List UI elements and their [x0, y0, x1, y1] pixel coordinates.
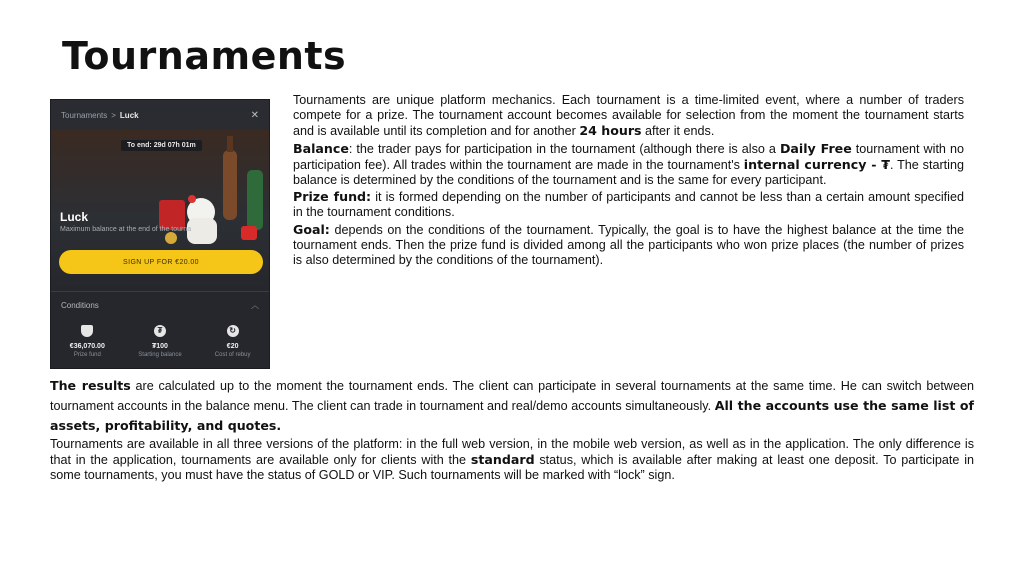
- breadcrumb: [51, 100, 269, 131]
- balance-text-3: . The starting balance is determined by the conditions of the tournament and is the same for every participant.: [293, 157, 964, 188]
- conditions-grid: [51, 325, 269, 358]
- standard-bold: standard: [470, 452, 535, 468]
- goal-heading: Goal:: [293, 221, 330, 237]
- balance-text: : the trader pays for participation in the tournament (although there is also a: [348, 141, 780, 156]
- conditions-label: Conditions: [61, 301, 99, 310]
- trophy-icon: [81, 325, 93, 337]
- breadcrumb-current: Luck: [119, 110, 139, 120]
- coin-icon: ₮: [154, 325, 166, 337]
- tournament-name: Luck: [60, 210, 89, 224]
- dice-shape: [241, 226, 257, 240]
- bottom-text-block: [50, 376, 974, 485]
- condition-label: Starting balance: [138, 352, 182, 358]
- bottle-shape: [223, 150, 237, 220]
- condition-value: ₮100: [152, 343, 168, 350]
- intro-text: Tournaments are unique platform mechanics. Each tournament is a time-limited event, where a number of traders compete for a prize. The tournament account becomes available for selection from the moment the tournament starts and is available until its completion and for another: [293, 93, 964, 139]
- versions-text: Tournaments are available in all three versions of the platform: in the full web version, in the mobile web version, as well as in the application. The only difference is that in the application, tournaments are available only for clients with the: [50, 437, 974, 468]
- versions-paragraph: [50, 437, 974, 484]
- chevron-up-icon[interactable]: ︿: [251, 301, 259, 310]
- condition-label: Cost of rebuy: [214, 352, 251, 358]
- tournament-subtitle: Maximum balance at the end of the tourna: [60, 226, 192, 233]
- intro-text-end: after it ends.: [641, 124, 715, 139]
- conditions-header[interactable]: [51, 292, 269, 311]
- results-paragraph: [50, 376, 974, 436]
- rebuy-icon: ↻: [227, 325, 239, 337]
- green-bottle-shape: [247, 170, 263, 230]
- balance-paragraph: [293, 141, 964, 189]
- description-column: [293, 93, 964, 269]
- balance-text-2: tournament with no participation fee). All trades within the tournament are made in the tournament's: [293, 141, 964, 172]
- conditions-panel: [51, 291, 269, 369]
- internal-currency-bold: internal currency - ₮: [743, 156, 890, 172]
- goal-paragraph: [293, 222, 964, 269]
- tournament-banner: [51, 130, 269, 290]
- balance-heading: Balance: [293, 140, 349, 156]
- tournament-screenshot: [50, 99, 270, 369]
- prize-fund-heading: Prize fund:: [293, 189, 372, 205]
- versions-text-2: status, which is available after making at least one deposit. To participate in some tournaments, you must have the status of GOLD or VIP. Such tournaments will be marked with “lock” sign.: [50, 453, 974, 483]
- bottle-neck-shape: [227, 136, 233, 152]
- coin-shape: [165, 232, 177, 244]
- intro-bold: 24 hours: [579, 123, 642, 139]
- daily-free-bold: Daily Free: [779, 140, 852, 156]
- cat-body-shape: [187, 218, 217, 244]
- breadcrumb-root[interactable]: Tournaments: [61, 110, 108, 120]
- condition-cost-of-rebuy: [200, 325, 266, 358]
- tournament-timer: To end: 29d 07h 01m: [121, 140, 202, 151]
- prize-fund-paragraph: [293, 189, 964, 220]
- goal-text: depends on the conditions of the tournament. Typically, the goal is to have the highest balance at the time the tournament ends. Then the prize fund is divided among all the participants who won prize places (the number of prizes is also determined by the conditions of the tournament).: [293, 222, 964, 268]
- page-title: Tournaments: [62, 34, 347, 78]
- condition-value: €20: [226, 343, 239, 350]
- results-bold-2: All the accounts use the same list of assets, profitability, and quotes.: [50, 398, 974, 433]
- intro-paragraph: [293, 93, 964, 140]
- signup-button[interactable]: SIGN UP FOR €20.00: [59, 250, 263, 274]
- condition-value: €36,070.00: [69, 343, 105, 350]
- cat-ear-shape: [188, 195, 196, 203]
- breadcrumb-separator: >: [111, 110, 116, 120]
- prize-fund-text: it is formed depending on the number of participants and cannot be less than a certain amount specified in the tournament conditions.: [293, 190, 964, 220]
- condition-label: Prize fund: [73, 352, 101, 358]
- results-heading: The results: [50, 378, 131, 393]
- results-text: are calculated up to the moment the tournament ends. The client can participate in several tournaments at the same time. He can switch between tournament accounts in the balance menu. The client can trade in tournament and real/demo accounts simultaneously.: [50, 379, 974, 413]
- close-icon[interactable]: ✕: [250, 109, 259, 121]
- condition-starting-balance: [127, 325, 193, 358]
- condition-prize-fund: [54, 325, 120, 358]
